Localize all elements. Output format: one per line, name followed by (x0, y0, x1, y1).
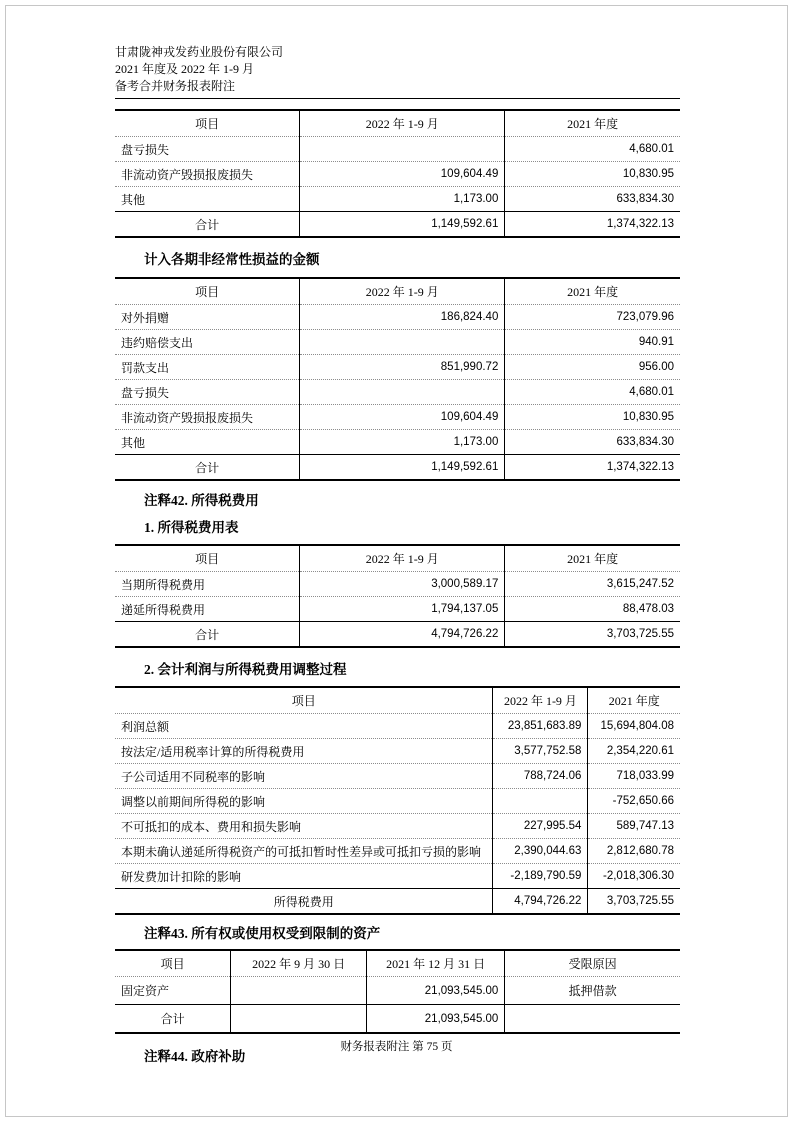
value-cell: 1,374,322.13 (505, 455, 680, 481)
table-tax-reconciliation (115, 686, 680, 915)
item-label-cell: 对外捐赠 (115, 305, 300, 330)
table-row (115, 305, 680, 330)
item-label-cell: 违约赔偿支出 (115, 330, 300, 355)
value-cell: 633,834.30 (505, 187, 680, 212)
value-cell: 4,680.01 (505, 137, 680, 162)
value-cell (493, 789, 588, 814)
table-row (115, 789, 680, 814)
section-heading-note42-sub1: 1. 所得税费用表 (144, 520, 239, 535)
value-cell: -2,018,306.30 (588, 864, 680, 889)
item-label-cell: 合计 (115, 455, 300, 481)
item-label-cell: 罚款支出 (115, 355, 300, 380)
table-income-tax-expense (115, 544, 680, 648)
item-label-cell: 不可抵扣的成本、费用和损失影响 (115, 814, 493, 839)
item-label-cell: 子公司适用不同税率的影响 (115, 764, 493, 789)
item-label-cell: 研发费加计扣除的影响 (115, 864, 493, 889)
table-row (115, 839, 680, 864)
column-header: 受限原因 (505, 950, 680, 977)
value-cell: 2,354,220.61 (588, 739, 680, 764)
value-cell (300, 137, 505, 162)
table-total-row (115, 212, 680, 238)
table-row (115, 187, 680, 212)
column-header: 2022 年 1-9 月 (493, 687, 588, 714)
column-header: 项目 (195, 117, 220, 131)
value-cell (300, 330, 505, 355)
document-title: 备考合并财务报表附注 (115, 79, 236, 93)
value-cell: 186,824.40 (300, 305, 505, 330)
value-cell: 21,093,545.00 (366, 977, 504, 1005)
company-name: 甘肃陇神戎发药业股份有限公司 (115, 45, 284, 59)
value-cell: 3,703,725.55 (588, 889, 680, 915)
item-label-cell: 非流动资产毁损报废损失 (115, 405, 300, 430)
column-header: 2021 年度 (505, 110, 680, 137)
item-label-cell: 递延所得税费用 (115, 597, 300, 622)
table-row (115, 977, 680, 1005)
item-label-cell: 合计 (115, 212, 300, 238)
table-row (115, 330, 680, 355)
section-heading-note42-sub2: 2. 会计利润与所得税费用调整过程 (144, 662, 347, 677)
column-header: 2021 年 12 月 31 日 (366, 950, 504, 977)
table-non-operating-expense-detail (115, 109, 680, 238)
table-total-row (115, 622, 680, 648)
table-header-row (115, 545, 680, 572)
value-cell: 4,794,726.22 (493, 889, 588, 915)
item-label-cell: 按法定/适用税率计算的所得税费用 (115, 739, 493, 764)
item-label-cell: 合计 (115, 1005, 231, 1034)
table-row (115, 162, 680, 187)
value-cell: 718,033.99 (588, 764, 680, 789)
table-total-row (115, 889, 680, 915)
item-label-cell: 合计 (115, 622, 300, 648)
column-header: 2021 年度 (588, 687, 680, 714)
column-header: 项目 (195, 552, 220, 566)
table-row (115, 864, 680, 889)
value-cell: 10,830.95 (505, 405, 680, 430)
value-cell: 1,149,592.61 (300, 212, 505, 238)
item-label-cell: 其他 (115, 187, 300, 212)
item-label-cell: 盘亏损失 (115, 380, 300, 405)
value-cell: 851,990.72 (300, 355, 505, 380)
value-cell: 23,851,683.89 (493, 714, 588, 739)
table-total-row (115, 455, 680, 481)
value-cell: 109,604.49 (300, 405, 505, 430)
table-header-row (115, 110, 680, 137)
item-label-cell: 非流动资产毁损报废损失 (115, 162, 300, 187)
item-label-cell: 所得税费用 (115, 889, 493, 915)
section-heading-note44: 注释44. 政府补助 (144, 1049, 246, 1064)
item-label-cell: 利润总额 (115, 714, 493, 739)
value-cell: 3,577,752.58 (493, 739, 588, 764)
item-label-cell: 本期未确认递延所得税资产的可抵扣暂时性差异或可抵扣亏损的影响 (115, 839, 493, 864)
table-row (115, 597, 680, 622)
value-cell: 88,478.03 (505, 597, 680, 622)
value-cell: 1,374,322.13 (505, 212, 680, 238)
item-label-cell: 调整以前期间所得税的影响 (115, 789, 493, 814)
section-heading-note42: 注释42. 所得税费用 (144, 493, 259, 508)
item-label-cell: 盘亏损失 (115, 137, 300, 162)
column-header: 2022 年 1-9 月 (300, 110, 505, 137)
value-cell: 227,995.54 (493, 814, 588, 839)
value-cell: 940.91 (505, 330, 680, 355)
value-cell: 633,834.30 (505, 430, 680, 455)
value-cell: 抵押借款 (505, 977, 680, 1005)
value-cell: 956.00 (505, 355, 680, 380)
value-cell: 10,830.95 (505, 162, 680, 187)
column-header: 2022 年 9 月 30 日 (231, 950, 367, 977)
column-header: 项目 (195, 285, 220, 299)
section-heading-non-recurring: 计入各期非经常性损益的金额 (144, 252, 320, 267)
value-cell: 109,604.49 (300, 162, 505, 187)
item-label-cell: 当期所得税费用 (115, 572, 300, 597)
value-cell: 2,390,044.63 (493, 839, 588, 864)
table-row (115, 355, 680, 380)
value-cell: 15,694,804.08 (588, 714, 680, 739)
value-cell (231, 1005, 367, 1034)
table-row (115, 814, 680, 839)
column-header: 项目 (160, 957, 185, 971)
value-cell: 723,079.96 (505, 305, 680, 330)
table-row (115, 137, 680, 162)
column-header: 2021 年度 (505, 545, 680, 572)
value-cell: 21,093,545.00 (366, 1005, 504, 1034)
value-cell: 589,747.13 (588, 814, 680, 839)
value-cell: 1,149,592.61 (300, 455, 505, 481)
table-row (115, 380, 680, 405)
value-cell (300, 380, 505, 405)
value-cell: 4,794,726.22 (300, 622, 505, 648)
value-cell: 2,812,680.78 (588, 839, 680, 864)
table-row (115, 739, 680, 764)
section-heading-note43: 注释43. 所有权或使用权受到限制的资产 (144, 926, 381, 941)
table-header-row (115, 278, 680, 305)
value-cell: 1,173.00 (300, 187, 505, 212)
table-row (115, 714, 680, 739)
table-header-row (115, 687, 680, 714)
table-header-row (115, 950, 680, 977)
table-row (115, 405, 680, 430)
value-cell: 3,615,247.52 (505, 572, 680, 597)
value-cell: 3,000,589.17 (300, 572, 505, 597)
header-divider (115, 98, 680, 99)
value-cell: 1,794,137.05 (300, 597, 505, 622)
table-non-recurring-amounts (115, 277, 680, 481)
value-cell: -2,189,790.59 (493, 864, 588, 889)
table-restricted-assets (115, 949, 680, 1034)
value-cell (231, 977, 367, 1005)
value-cell: 1,173.00 (300, 430, 505, 455)
column-header: 2022 年 1-9 月 (300, 278, 505, 305)
item-label-cell: 固定资产 (115, 977, 231, 1005)
item-label-cell: 其他 (115, 430, 300, 455)
document-header (115, 44, 680, 95)
value-cell: -752,650.66 (588, 789, 680, 814)
value-cell: 3,703,725.55 (505, 622, 680, 648)
document-content (115, 44, 680, 1066)
table-row (115, 764, 680, 789)
column-header: 2021 年度 (505, 278, 680, 305)
column-header: 项目 (291, 694, 316, 708)
value-cell: 4,680.01 (505, 380, 680, 405)
table-total-row (115, 1005, 680, 1034)
page-footer: 财务报表附注 第 75 页 (340, 1041, 453, 1053)
value-cell (505, 1005, 680, 1034)
table-row (115, 430, 680, 455)
table-row (115, 572, 680, 597)
report-period: 2021 年度及 2022 年 1-9 月 (115, 62, 254, 76)
value-cell: 788,724.06 (493, 764, 588, 789)
column-header: 2022 年 1-9 月 (300, 545, 505, 572)
